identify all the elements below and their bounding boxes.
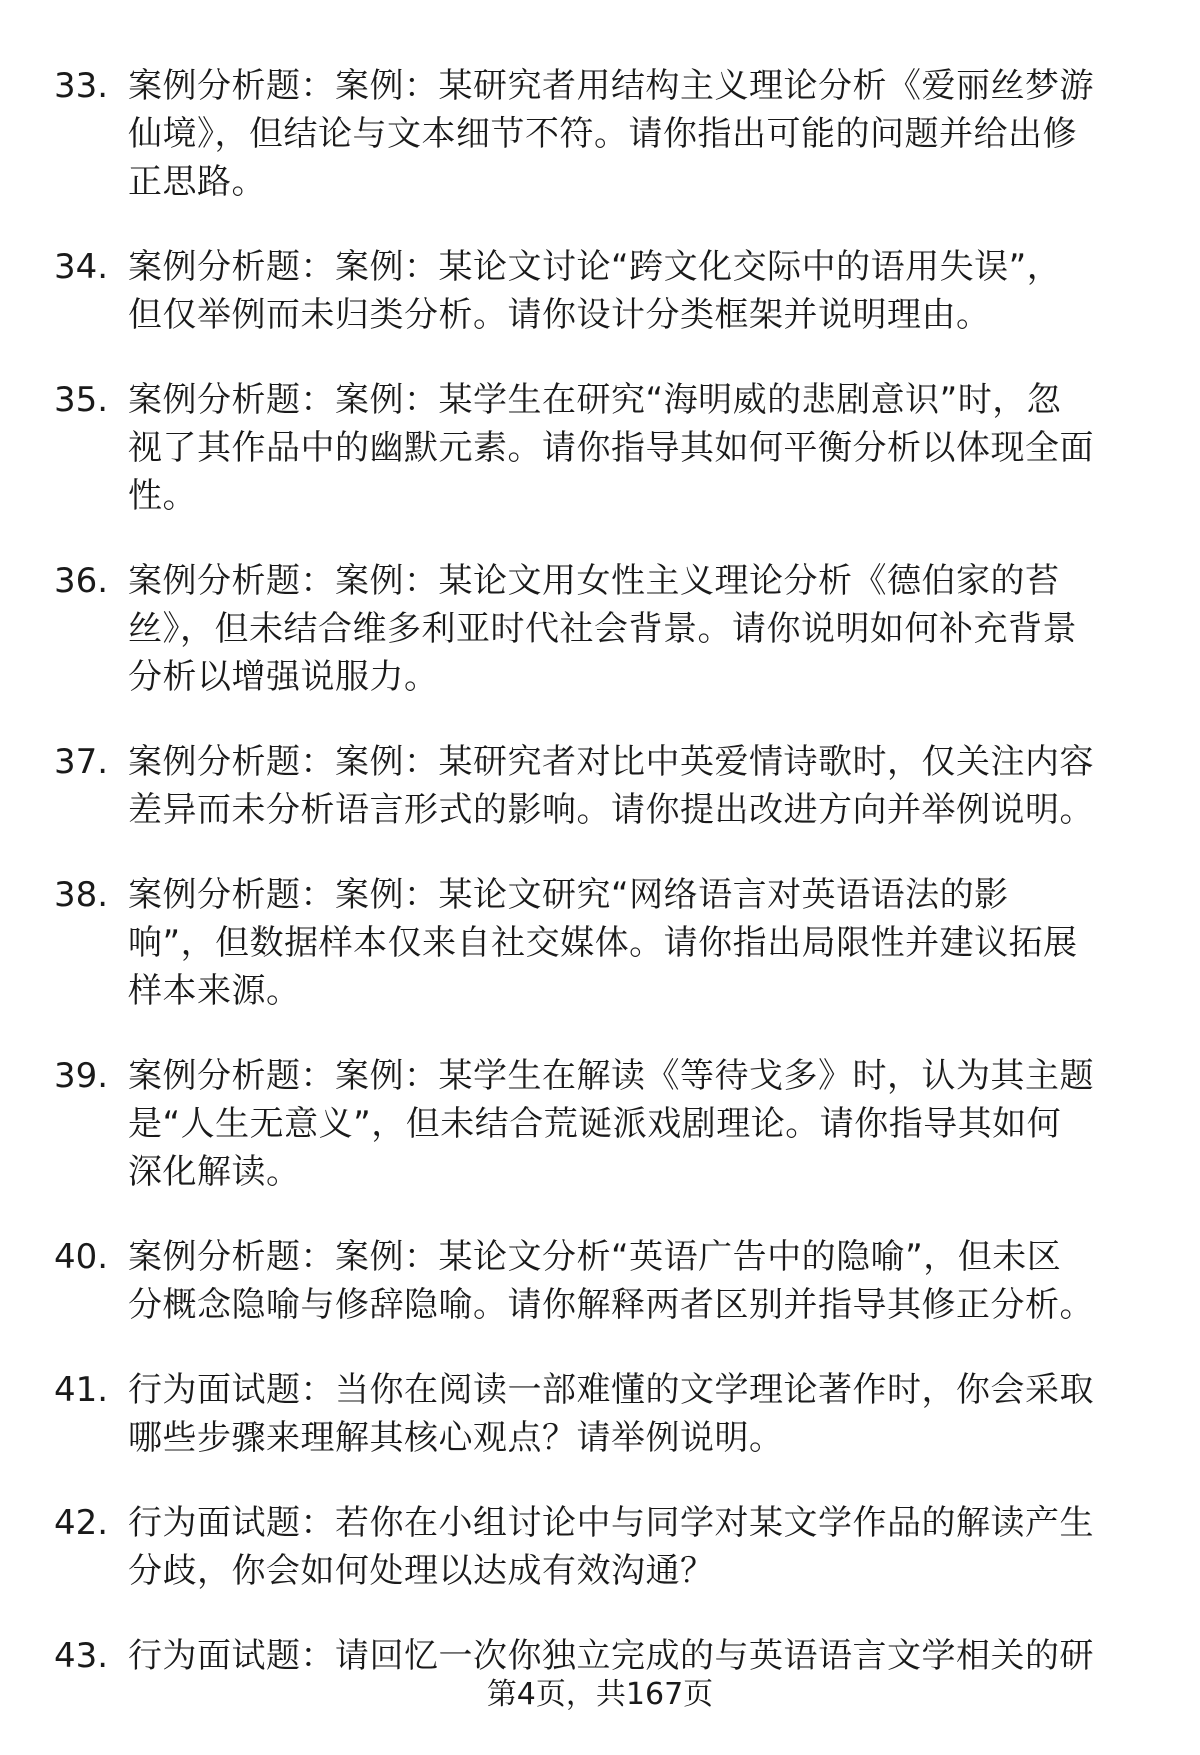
question-text-line: 样本来源。 — [128, 971, 301, 1011]
question-text-line: 案例分析题：案例：某研究者对比中英爱情诗歌时，仅关注内容 — [128, 742, 1094, 782]
question-text-line: 深化解读。 — [128, 1152, 301, 1192]
question-list — [0, 62, 1200, 1717]
question-text-line: 案例分析题：案例：某论文研究“网络语言对英语语法的影 — [128, 875, 1009, 915]
question-text-line: 案例分析题：案例：某学生在研究“海明威的悲剧意识”时，忽 — [128, 380, 1062, 420]
question-number: 38. — [54, 875, 109, 915]
question-text-line: 丝》，但未结合维多利亚时代社会背景。请你说明如何补充背景 — [128, 609, 1077, 649]
question-text-line: 行为面试题：当你在阅读一部难懂的文学理论著作时，你会采取 — [128, 1370, 1094, 1410]
question-number: 39. — [54, 1056, 109, 1096]
question-text-line: 分概念隐喻与修辞隐喻。请你解释两者区别并指导其修正分析。 — [128, 1285, 1094, 1325]
question-item — [0, 871, 1200, 1015]
question-text-line: 但仅举例而未归类分析。请你设计分类框架并说明理由。 — [128, 295, 991, 335]
question-text-line: 分析以增强说服力。 — [128, 657, 439, 697]
question-text-line: 行为面试题：请回忆一次你独立完成的与英语语言文学相关的研 — [128, 1636, 1094, 1676]
question-text-line: 案例分析题：案例：某学生在解读《等待戈多》时，认为其主题 — [128, 1056, 1094, 1096]
question-number: 40. — [54, 1237, 109, 1277]
question-text-line: 案例分析题：案例：某论文分析“英语广告中的隐喻”，但未区 — [128, 1237, 1062, 1277]
question-item — [0, 243, 1200, 339]
question-number: 33. — [54, 66, 109, 106]
question-text-line: 正思路。 — [128, 162, 266, 202]
question-item — [0, 62, 1200, 206]
question-item — [0, 738, 1200, 834]
question-number: 37. — [54, 742, 109, 782]
question-text-line: 差异而未分析语言形式的影响。请你提出改进方向并举例说明。 — [128, 790, 1094, 830]
question-text-line: 案例分析题：案例：某研究者用结构主义理论分析《爱丽丝梦游 — [128, 66, 1094, 106]
question-text-line: 分歧，你会如何处理以达成有效沟通？ — [128, 1551, 715, 1591]
question-item — [0, 1499, 1200, 1595]
question-text-line: 性。 — [128, 476, 197, 516]
question-number: 41. — [54, 1370, 109, 1410]
question-item — [0, 557, 1200, 701]
question-number: 35. — [54, 380, 109, 420]
question-text-line: 响”，但数据样本仅来自社交媒体。请你指出局限性并建议拓展 — [128, 923, 1078, 963]
question-item — [0, 1052, 1200, 1196]
question-text-line: 是“人生无意义”，但未结合荒诞派戏剧理论。请你指导其如何 — [128, 1104, 1062, 1144]
question-item — [0, 1632, 1200, 1680]
question-number: 42. — [54, 1503, 109, 1543]
question-text-line: 案例分析题：案例：某论文讨论“跨文化交际中的语用失误”， — [128, 247, 1062, 287]
question-number: 34. — [54, 247, 109, 287]
question-text-line: 视了其作品中的幽默元素。请你指导其如何平衡分析以体现全面 — [128, 428, 1094, 468]
question-number: 43. — [54, 1636, 109, 1676]
question-number: 36. — [54, 561, 109, 601]
question-item — [0, 376, 1200, 520]
question-text-line: 案例分析题：案例：某论文用女性主义理论分析《德伯家的苔 — [128, 561, 1060, 601]
question-text-line: 仙境》，但结论与文本细节不符。请你指出可能的问题并给出修 — [128, 114, 1077, 154]
question-item — [0, 1366, 1200, 1462]
question-text-line: 行为面试题：若你在小组讨论中与同学对某文学作品的解读产生 — [128, 1503, 1094, 1543]
question-text-line: 哪些步骤来理解其核心观点？请举例说明。 — [128, 1418, 784, 1458]
question-item — [0, 1233, 1200, 1329]
page-footer: 第4页，共167页 — [486, 1677, 714, 1712]
